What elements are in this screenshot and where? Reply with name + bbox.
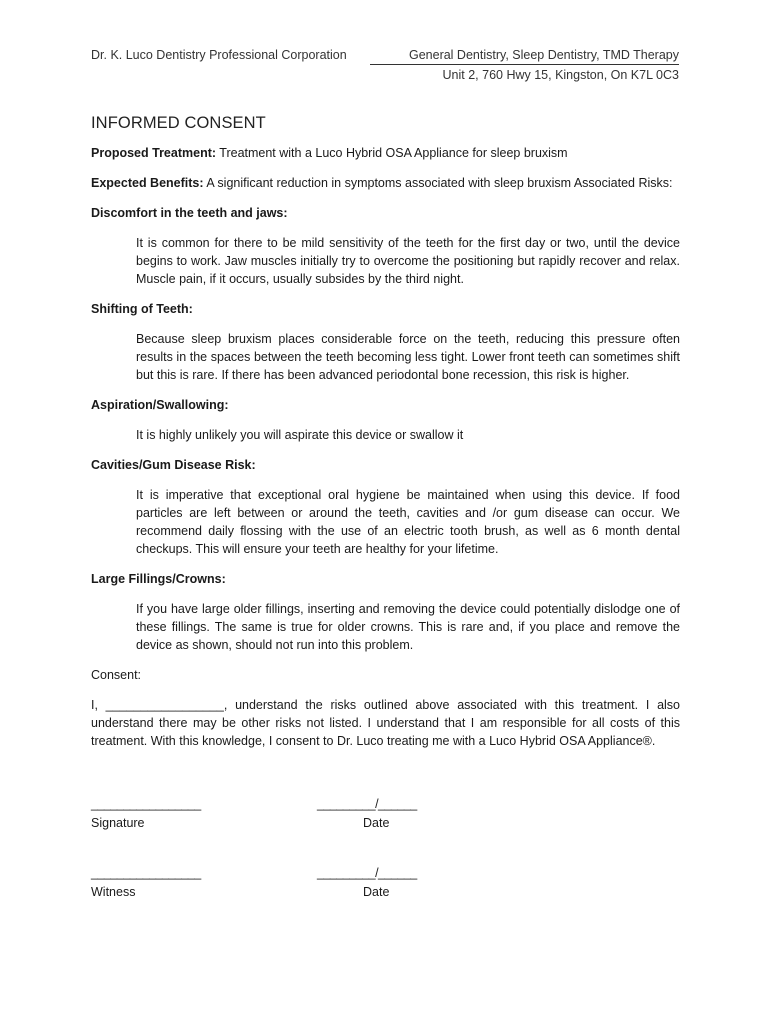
expected-benefits-text: A significant reduction in symptoms associated with sleep bruxism Associated Risks: (203, 176, 673, 190)
section-heading-discomfort: Discomfort in the teeth and jaws: (91, 206, 288, 220)
witness-date-field[interactable] (317, 866, 447, 899)
signature-field[interactable] (91, 797, 251, 830)
header-divider (370, 64, 679, 65)
practice-name: Dr. K. Luco Dentistry Professional Corporation (91, 48, 347, 62)
section-heading-aspiration: Aspiration/Swallowing: (91, 398, 229, 412)
document-body (91, 114, 680, 750)
section-body-cavities: It is imperative that exceptional oral hygiene be maintained when using this device. If food particles are left between or around the teeth, cavities and /or gum disease can occur. We recommend daily flossing with the use of an electric tooth brush, as well as 6 month dental checkups. This will ensure your teeth are healthy for your lifetime. (136, 488, 680, 556)
signature-date-label: Date (363, 816, 390, 830)
section-body-fillings: If you have large older fillings, inserting and removing the device could potentially dislodge one of these fillings. The same is true for older crowns. This is rare and, if you place and remove the device as shown, should not run into this problem. (136, 602, 680, 652)
witness-date-label: Date (363, 885, 390, 899)
practice-address: Unit 2, 760 Hwy 15, Kingston, On K7L 0C3 (442, 68, 679, 82)
expected-benefits-label: Expected Benefits: (91, 176, 204, 190)
section-heading-fillings: Large Fillings/Crowns: (91, 572, 226, 586)
signature-date-line[interactable]: _________/______ (317, 797, 417, 811)
section-body-shifting: Because sleep bruxism places considerable force on the teeth, reducing this pressure often results in the spaces between the teeth becoming less tight. Lower front teeth can sometimes shift but this is rare. If there has been advanced periodontal bone recession, this risk is higher. (136, 332, 680, 382)
proposed-treatment-text: Treatment with a Luco Hybrid OSA Appliance for sleep bruxism (216, 146, 568, 160)
witness-date-line[interactable]: _________/______ (317, 866, 417, 880)
consent-label: Consent: (91, 668, 142, 682)
section-body-discomfort: It is common for there to be mild sensitivity of the teeth for the first day or two, until the device begins to work. Jaw muscles initially try to overcome the positioning but rapidly recover and relax. Muscle pain, if it occurs, usually subsides by the third night. (136, 236, 680, 286)
signature-date-field[interactable] (317, 797, 447, 830)
proposed-treatment (91, 144, 680, 162)
section-heading-cavities: Cavities/Gum Disease Risk: (91, 458, 256, 472)
signature-label: Signature (91, 816, 145, 830)
witness-label: Witness (91, 885, 136, 899)
signature-line[interactable]: _________________ (91, 797, 201, 811)
page-title: INFORMED CONSENT (91, 114, 266, 132)
section-body-aspiration: It is highly unlikely you will aspirate this device or swallow it (136, 428, 464, 442)
witness-line[interactable]: _________________ (91, 866, 201, 880)
proposed-treatment-label: Proposed Treatment: (91, 146, 217, 160)
expected-benefits (91, 174, 680, 192)
witness-field[interactable] (91, 866, 251, 899)
section-heading-shifting: Shifting of Teeth: (91, 302, 193, 316)
consent-statement: I, _________________, understand the risks outlined above associated with this treatment. I also understand there may be other risks not listed. I understand that I am responsible for all costs of this treatment. With this knowledge, I consent to Dr. Luco treating me with a Luco Hybrid OSA Appliance®. (91, 698, 680, 748)
practice-services: General Dentistry, Sleep Dentistry, TMD Therapy (408, 48, 679, 62)
